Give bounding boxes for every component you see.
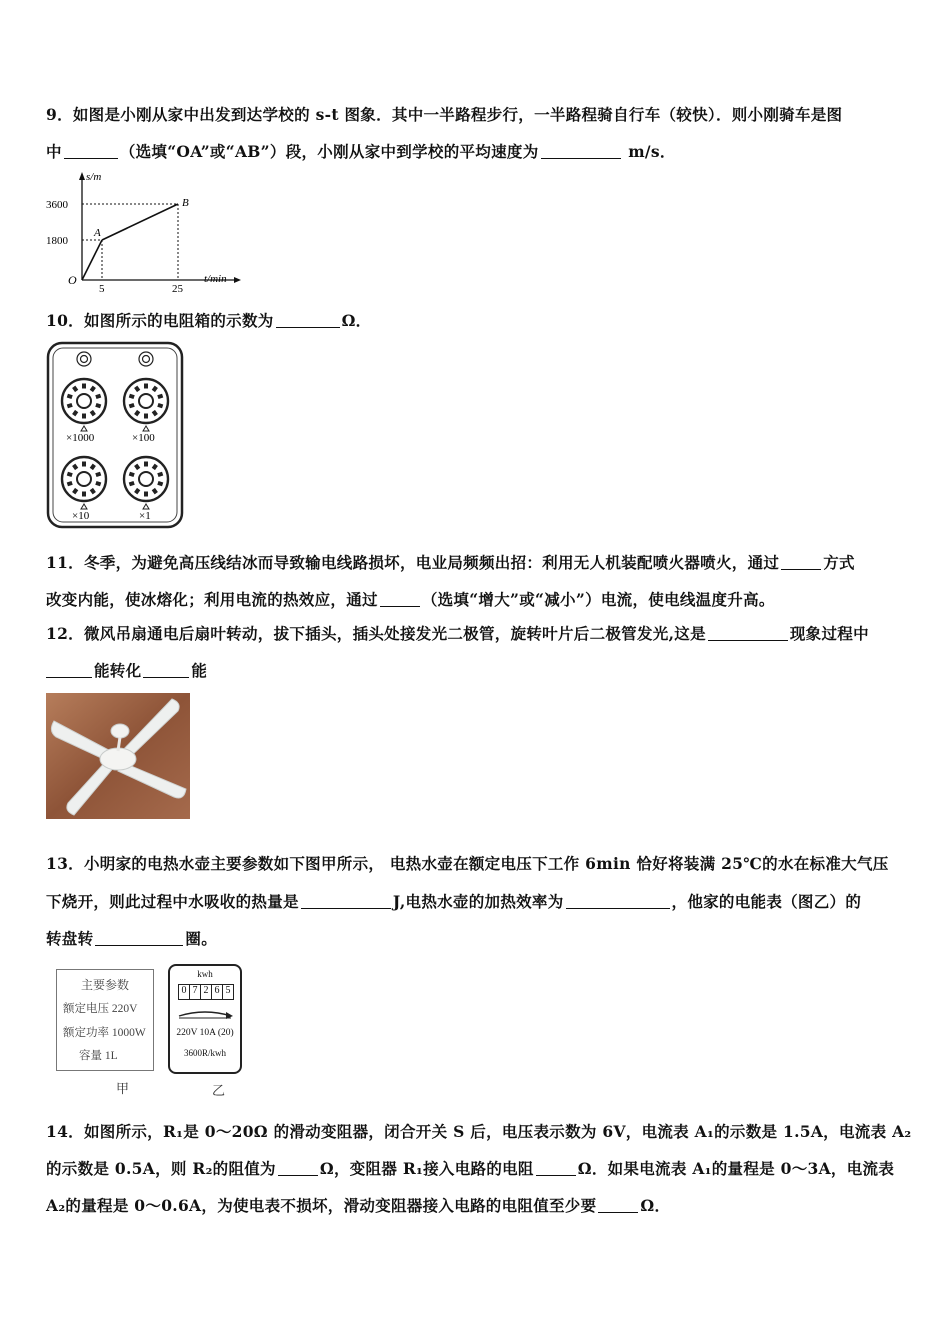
q14-text-c: Ω．如果电流表 A₁的量程是 0～3A，电流表	[577, 1159, 895, 1178]
point-a-label: A	[94, 227, 101, 239]
params-voltage: 额定电压 220V	[63, 1003, 138, 1015]
caption-jia: 甲	[116, 1081, 130, 1096]
q13-blank-efficiency[interactable]	[566, 894, 670, 909]
q11-blank-method[interactable]	[781, 555, 821, 570]
params-power: 额定功率 1000W	[63, 1027, 146, 1039]
q13-line3	[46, 927, 217, 949]
y-tick-3600: 3600	[46, 199, 68, 211]
x-axis-label: t/min	[204, 273, 227, 285]
q11-blank-current[interactable]	[380, 592, 420, 607]
ceiling-fan-photo	[46, 693, 190, 819]
dial-label-tens: ×10	[72, 510, 90, 522]
q9-text-a: 中	[46, 142, 62, 161]
q9-st-graph	[44, 168, 244, 293]
meter-digit: 2	[201, 985, 212, 999]
q11-text-a: 11．冬季，为避免高压线结冰而导致输电线路损坏，电业局频频出招：利用无人机装配喷火器喷火，通过	[46, 553, 780, 572]
q13-blank-turns[interactable]	[95, 931, 183, 946]
q12-line2	[46, 659, 207, 681]
y-tick-1800: 1800	[46, 235, 68, 247]
q9-line2	[46, 140, 676, 162]
q9-text-b: （选填“OA”或“AB”）段，小刚从家中到学校的平均速度为	[119, 142, 539, 161]
q13-blank-heat[interactable]	[301, 894, 391, 909]
y-axis-arrow	[79, 172, 85, 180]
x-tick-25: 25	[172, 283, 183, 293]
q9-blank-segment[interactable]	[64, 144, 118, 159]
q10-line	[46, 309, 371, 331]
q11-line1	[46, 551, 855, 573]
origin-label: O	[68, 273, 77, 287]
q12-text-a: 12．微风吊扇通电后扇叶转动，拔下插头，插头处接发光二极管，旋转叶片后二极管发光,这是	[46, 624, 706, 643]
meter-rating: 220V 10A (20)	[176, 1028, 234, 1038]
q14-text-b: Ω，变阻器 R₁接入电路的电阻	[319, 1159, 534, 1178]
meter-digit: 0	[179, 985, 190, 999]
segment-oa	[82, 240, 102, 280]
dial-label-thousands: ×1000	[66, 432, 95, 444]
q14-line2	[46, 1157, 894, 1179]
meter-digits	[178, 984, 234, 1000]
q13-text-d: 转盘转	[46, 929, 94, 948]
q13-line1: 13．小明家的电热水壶主要参数如下图甲所示， 电热水壶在额定电压下工作 6min 恰好将装满 25℃的水在标准大气压	[46, 854, 889, 873]
fan-illustration	[46, 693, 190, 819]
q11-line2	[46, 588, 775, 610]
q12-text-d: 能	[191, 661, 208, 680]
caption-yi: 乙	[212, 1083, 226, 1098]
q13-text-a: 下烧开，则此过程中水吸收的热量是	[46, 892, 299, 911]
q14-line1: 14．如图所示，R₁是 0～20Ω 的滑动变阻器，闭合开关 S 后，电压表示数为 6V，电流表 A₁的示数是 1.5A，电流表 A₂	[46, 1122, 912, 1141]
q14-line3	[46, 1194, 670, 1216]
resistance-box	[46, 341, 186, 531]
q12-text-c: 能转化	[94, 661, 142, 680]
q13-text-b: J,电热水壶的加热效率为	[392, 892, 564, 911]
q14-blank-min-r[interactable]	[598, 1198, 638, 1213]
q9-line1: 9．如图是小刚从家中出发到达学校的 s-t 图象．其中一半路程步行，一半路程骑自行车（较快）．则小刚骑车是图	[46, 105, 843, 124]
q12-text-b: 现象过程中	[789, 624, 869, 643]
q12-blank-phenomenon[interactable]	[708, 626, 788, 641]
q12-line1	[46, 622, 869, 644]
q14-blank-r2[interactable]	[278, 1161, 318, 1176]
q13-text-e: 圈。	[185, 929, 218, 948]
meter-unit: kwh	[197, 969, 213, 979]
q9-text-c: m/s．	[628, 142, 676, 161]
meter-constant: 3600R/kwh	[183, 1048, 226, 1058]
q11-text-d: （选填“增大”或“减小”）电流，使电线温度升高。	[421, 590, 775, 609]
q12-blank-energy-from[interactable]	[46, 663, 92, 678]
segment-ab	[102, 204, 178, 240]
q10-text-a: 10．如图所示的电阻箱的示数为	[46, 311, 274, 330]
q9-blank-speed[interactable]	[541, 144, 621, 159]
point-b-label: B	[182, 197, 189, 209]
q14-text-d: A₂的量程是 0～0.6A，为使电表不损坏，滑动变阻器接入电路的电阻值至少要	[46, 1196, 597, 1215]
x-tick-5: 5	[99, 283, 105, 293]
q12-blank-energy-to[interactable]	[143, 663, 189, 678]
q10-text-b: Ω．	[341, 311, 372, 330]
q11-text-c: 改变内能，使冰熔化；利用电流的热效应，通过	[46, 590, 378, 609]
q13-text-c: ，他家的电能表（图乙）的	[671, 892, 862, 911]
kettle-params-panel	[56, 969, 154, 1071]
dial-label-hundreds: ×100	[132, 432, 155, 444]
meter-digit: 7	[190, 985, 201, 999]
y-axis-label: s/m	[86, 171, 102, 183]
meter-disc-arrow-icon	[176, 1006, 234, 1022]
meter-digit: 5	[222, 984, 234, 1000]
dial-label-ones: ×1	[139, 510, 151, 522]
q10-blank[interactable]	[276, 313, 340, 328]
electricity-meter	[168, 964, 242, 1074]
q14-text-e: Ω．	[640, 1196, 671, 1215]
q14-text-a: 的示数是 0.5A，则 R₂的阻值为	[46, 1159, 276, 1178]
x-axis-arrow	[234, 277, 241, 283]
q13-line2	[46, 890, 861, 912]
params-capacity: 容量 1L	[79, 1050, 118, 1062]
meter-digit: 6	[212, 985, 223, 999]
q14-blank-r1[interactable]	[536, 1161, 576, 1176]
q11-text-b: 方式	[823, 553, 855, 572]
params-title: 主要参数	[80, 978, 129, 992]
